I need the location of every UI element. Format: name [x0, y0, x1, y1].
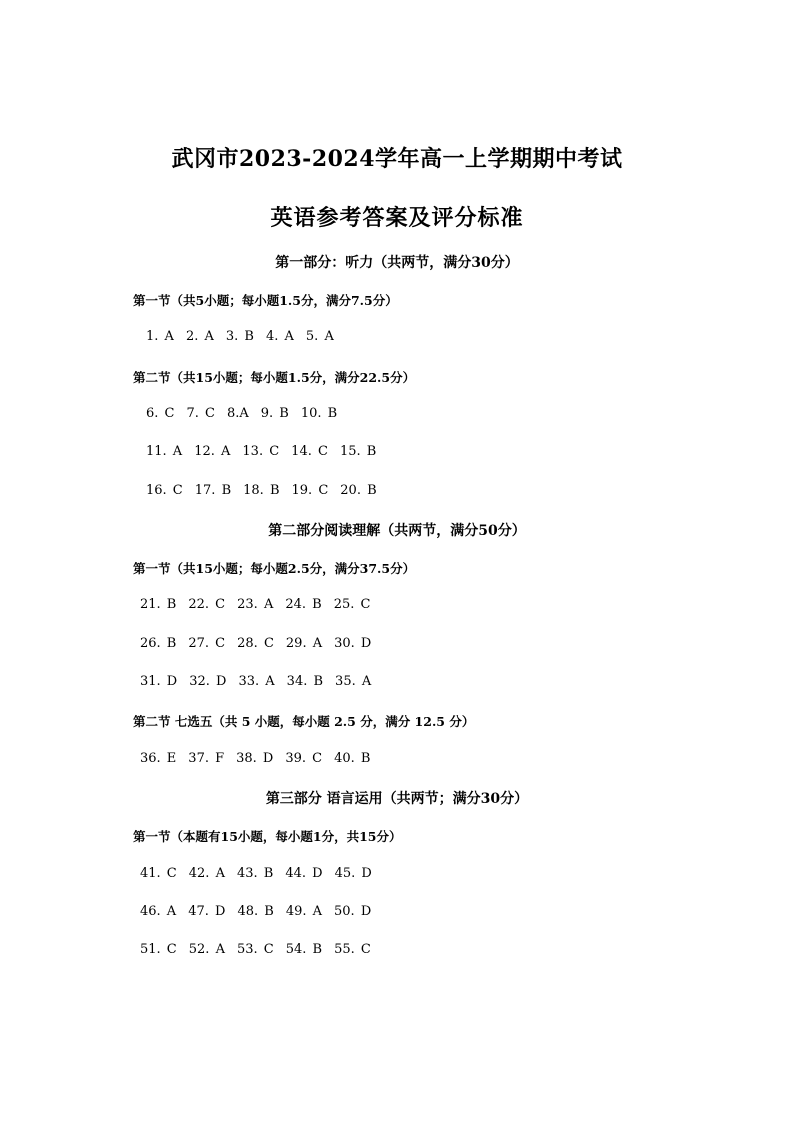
- section-heading: 第二节（共15小题；每小题1.5分，满分22.5分）: [133, 370, 416, 385]
- page-subtitle: 英语参考答案及评分标准: [270, 205, 524, 231]
- answer-item: 36. E: [140, 751, 177, 766]
- answer-item: 31. D: [140, 674, 178, 689]
- answer-item: 34. B: [286, 674, 324, 689]
- answer-row: [146, 444, 388, 459]
- answer-row: [140, 674, 383, 689]
- answer-item: 28. C: [237, 636, 274, 651]
- answer-item: 29. A: [285, 636, 323, 651]
- answer-item: 26. B: [140, 636, 177, 651]
- answer-item: 12. A: [194, 444, 231, 459]
- answer-item: 19. C: [291, 483, 329, 498]
- answer-item: 50. D: [334, 904, 372, 919]
- answer-item: 10. B: [300, 406, 338, 421]
- answer-item: 3. B: [225, 329, 254, 344]
- answer-item: 43. B: [236, 866, 274, 881]
- answer-item: 5. A: [305, 329, 334, 344]
- answer-row: [140, 636, 383, 651]
- answer-row: [146, 406, 349, 421]
- answer-item: 2. A: [185, 329, 214, 344]
- answer-row: [140, 942, 383, 957]
- answer-item: 30. D: [334, 636, 372, 651]
- answer-item: 54. B: [285, 942, 323, 957]
- answer-item: 20. B: [340, 483, 377, 498]
- answer-row: [146, 329, 346, 344]
- answer-item: 21. B: [140, 597, 177, 612]
- part-heading-reading: 第二部分阅读理解（共两节，满分50分）: [268, 523, 526, 539]
- answer-item: 45. D: [334, 866, 372, 881]
- section-heading: 第一节（共15小题；每小题2.5分，满分37.5分）: [133, 561, 416, 576]
- answer-item: 4. A: [265, 329, 294, 344]
- answer-item: 42. A: [188, 866, 225, 881]
- section-heading: 第二节 七选五（共 5 小题，每小题 2.5 分，满分 12.5 分）: [133, 714, 475, 729]
- answer-row: [140, 751, 383, 766]
- part-heading-language-use: 第三部分 语言运用（共两节；满分30分）: [265, 791, 529, 807]
- answer-item: 8.A: [226, 406, 249, 421]
- answer-item: 18. B: [243, 483, 280, 498]
- answer-item: 7. C: [186, 406, 215, 421]
- answer-item: 14. C: [291, 444, 328, 459]
- answer-item: 55. C: [334, 942, 371, 957]
- part-heading-listening: 第一部分：听力（共两节，满分30分）: [275, 255, 519, 271]
- answer-item: 22. C: [188, 597, 226, 612]
- answer-item: 6. C: [146, 406, 175, 421]
- answer-item: 46. A: [140, 904, 177, 919]
- answer-item: 25. C: [333, 597, 371, 612]
- answer-item: 9. B: [260, 406, 289, 421]
- answer-item: 44. D: [285, 866, 323, 881]
- answer-item: 32. D: [189, 674, 227, 689]
- answer-item: 17. B: [194, 483, 232, 498]
- answer-item: 40. B: [334, 751, 371, 766]
- page-title: 武冈市2023-2024学年高一上学期期中考试: [171, 146, 623, 172]
- answer-item: 53. C: [236, 942, 274, 957]
- answer-item: 52. A: [188, 942, 225, 957]
- answer-item: 35. A: [335, 674, 372, 689]
- answer-item: 49. A: [285, 904, 323, 919]
- answer-row: [140, 597, 382, 612]
- answer-item: 47. D: [188, 904, 226, 919]
- answer-item: 41. C: [140, 866, 177, 881]
- answer-item: 1. A: [146, 329, 174, 344]
- answer-item: 13. C: [242, 444, 280, 459]
- answer-item: 48. B: [237, 904, 274, 919]
- answer-item: 39. C: [285, 751, 323, 766]
- answer-item: 11. A: [146, 444, 183, 459]
- answer-item: 51. C: [140, 942, 177, 957]
- answer-item: 38. D: [236, 751, 274, 766]
- answer-item: 37. F: [188, 751, 225, 766]
- answer-item: 23. A: [237, 597, 274, 612]
- answer-row: [140, 866, 384, 881]
- answer-item: 27. C: [188, 636, 226, 651]
- answer-row: [140, 904, 383, 919]
- answer-item: 24. B: [285, 597, 322, 612]
- section-heading: 第一节（本题有15小题，每小题1分，共15分）: [133, 829, 402, 844]
- section-heading: 第一节（共5小题；每小题1.5分，满分7.5分）: [133, 293, 398, 308]
- answer-item: 15. B: [339, 444, 377, 459]
- answer-item: 16. C: [146, 483, 183, 498]
- answer-row: [146, 483, 389, 498]
- answer-item: 33. A: [238, 674, 275, 689]
